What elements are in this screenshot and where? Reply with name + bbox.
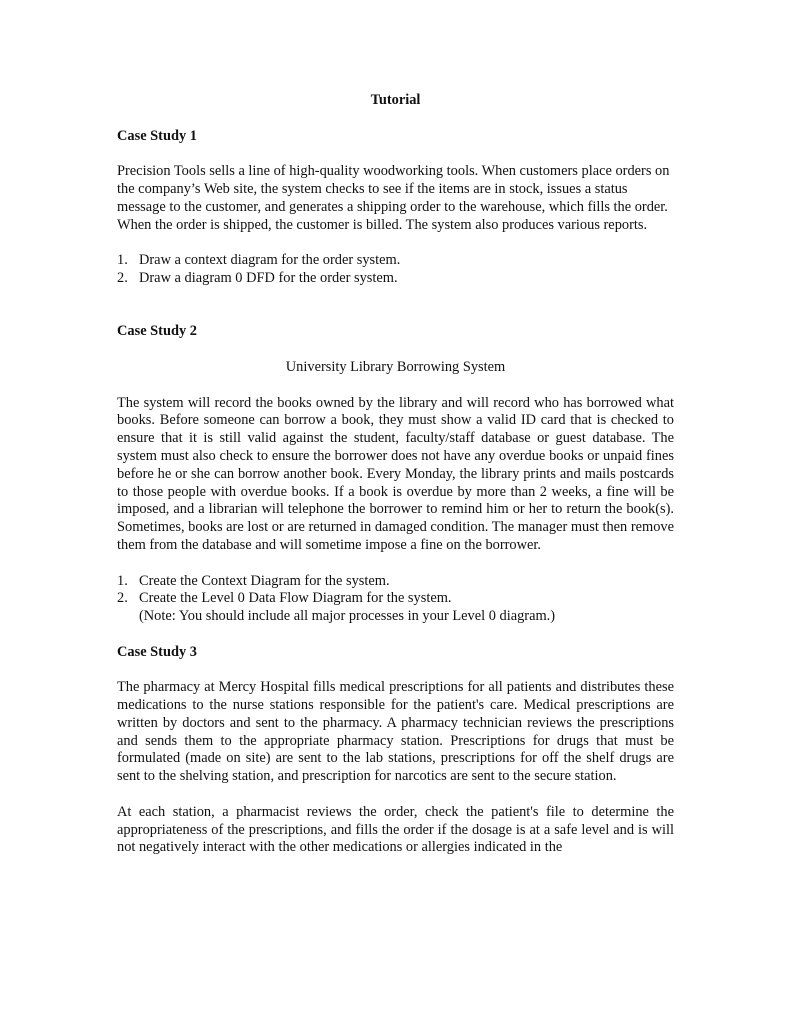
list-item-text: Create the Level 0 Data Flow Diagram for the system. [139,590,452,607]
document-page [117,92,674,857]
list-item-number: 1. [117,252,128,269]
list-item-number: 2. [117,269,128,286]
case-study-1-tasks [117,252,674,288]
list-item [117,252,674,270]
case-study-2-subtitle: University Library Borrowing System [285,358,506,375]
document-title: Tutorial [370,92,421,108]
case-study-3-paragraph-1: The pharmacy at Mercy Hospital fills medical prescriptions for all patients and distributes these medications to the nurse stations responsible for the patient's care. Medical prescriptions are written by doctors and sent to the pharmacy. A pharmacy technician reviews the prescriptions and sends them to the appropriate pharmacy station. Prescriptions for drugs that must be formulated (made on site) are sent to the lab stations, prescriptions for off the shelf drugs are sent to the shelving station, and prescription for narcotics are sent to the secure station. [117,679,674,785]
case-study-3 [117,644,674,858]
list-item-number: 2. [117,590,128,607]
list-item-text: Draw a diagram 0 DFD for the order system. [139,269,398,286]
case-study-1-heading: Case Study 1 [117,127,197,144]
case-study-2-note: (Note: You should include all major processes in your Level 0 diagram.) [139,608,556,625]
case-study-1 [117,128,674,288]
list-item-text: Create the Context Diagram for the system. [139,572,390,589]
case-study-3-paragraph-2: At each station, a pharmacist reviews the order, check the patient's file to determine the appropriateness of the prescriptions, and fills the order if the dosage is at a safe level and is will not negatively interact with the other medications or allergies indicated in the [117,803,674,856]
case-study-2-heading: Case Study 2 [117,323,197,340]
case-study-2-tasks [117,573,674,609]
list-item [117,573,674,591]
case-study-1-paragraph: Precision Tools sells a line of high-quality woodworking tools. When customers place orders on the company’s Web site, the system checks to see if the items are in stock, issues a status message to the customer, and generates a shipping order to the warehouse, which fills the order. When the order is shipped, the customer is billed. The system also produces various reports. [117,163,670,233]
case-study-2 [117,323,674,626]
list-item [117,270,674,288]
list-item [117,590,674,608]
list-item-text: Draw a context diagram for the order system. [139,252,401,269]
list-item-number: 1. [117,572,128,589]
case-study-2-paragraph: The system will record the books owned by the library and will record who has borrowed what books. Before someone can borrow a book, they must show a valid ID card that is checked to ensure that it is still valid against the student, faculty/staff database or guest database. The system must also check to ensure the borrower does not have any overdue books or unpaid fines before he or she can borrow another book. Every Monday, the library prints and mails postcards to those people with overdue books. If a book is overdue by more than 2 weeks, a fine will be imposed, and a librarian will telephone the borrower to remind him or her to return the book(s). Sometimes, books are lost or are returned in damaged condition. The manager must then remove them from the database and will sometime impose a fine on the borrower. [117,394,674,553]
case-study-3-heading: Case Study 3 [117,643,197,660]
